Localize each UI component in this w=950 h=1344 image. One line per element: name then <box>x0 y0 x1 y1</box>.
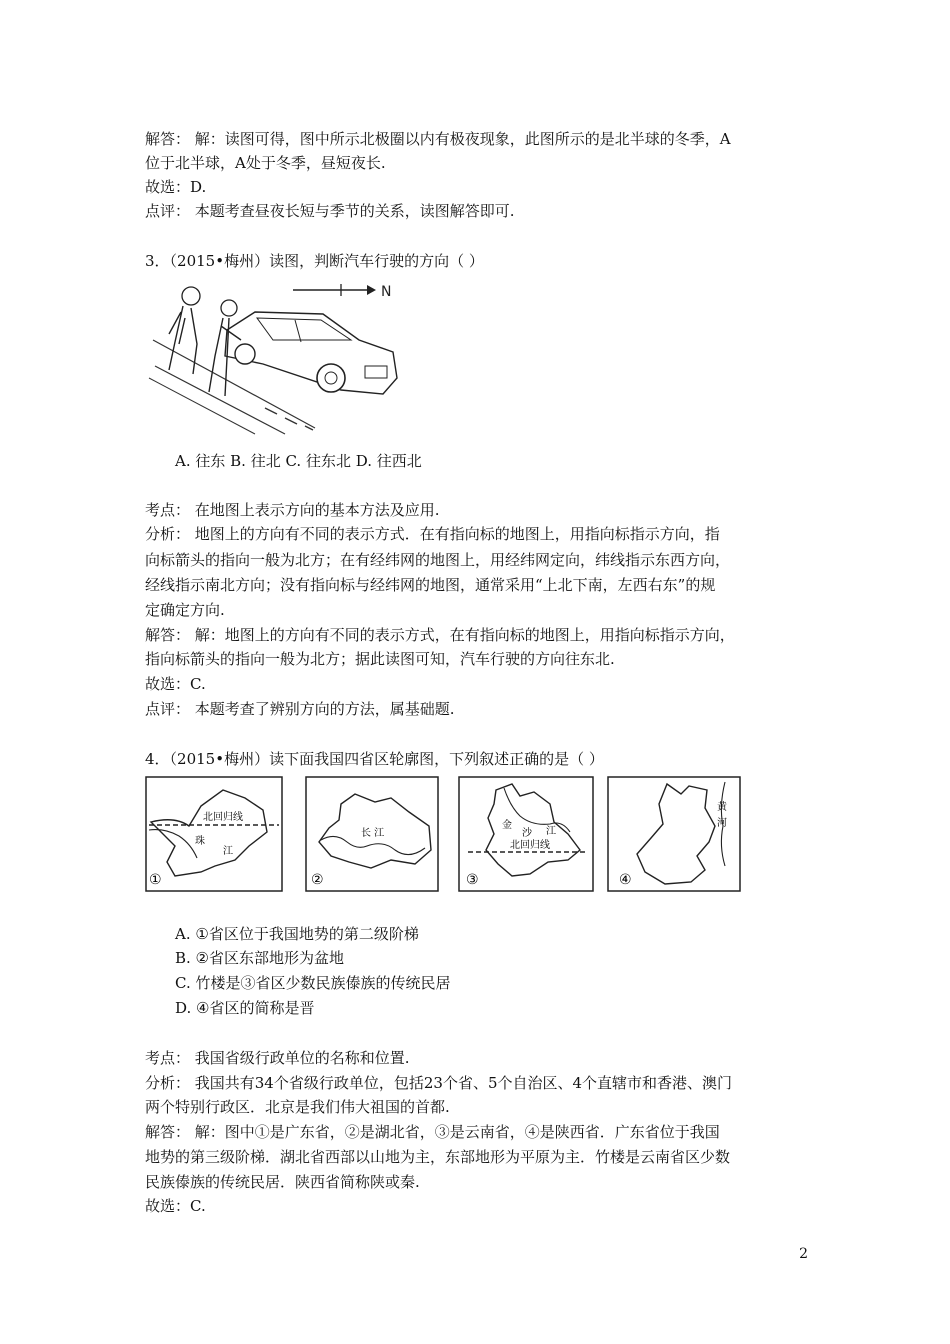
map-number: ③ <box>466 872 479 888</box>
svg-text:金: 金 <box>502 820 512 831</box>
province-map-3 <box>458 776 594 892</box>
svg-text:珠: 珠 <box>195 836 205 847</box>
province-map-1 <box>145 776 283 892</box>
q3-analysis-line4: 定确定方向. <box>145 601 225 619</box>
q2-choice: 故选：D. <box>145 178 207 196</box>
svg-text:北回归线: 北回归线 <box>203 812 243 823</box>
svg-text:黄: 黄 <box>717 802 727 813</box>
q3-comment: 点评： 本题考查了辨别方向的方法，属基础题. <box>145 700 455 718</box>
q3-analysis-line2: 向标箭头的指向一般为北方；在有经纬网的地图上，用经纬网定向，纬线指示东西方向， <box>145 551 731 569</box>
page-number: 2 <box>799 1246 808 1262</box>
q4-analysis-line2: 两个特别行政区．北京是我们伟大祖国的首都. <box>145 1098 450 1116</box>
q3-analysis-line3: 经线指示南北方向；没有指向标与经纬网的地图，通常采用“上北下南，左西右东”的规 <box>145 576 716 594</box>
q2-comment: 点评： 本题考查昼夜长短与季节的关系，读图解答即可. <box>145 202 515 220</box>
q3-answer-line2: 指向标箭头的指向一般为北方；据此读图可知，汽车行驶的方向往东北. <box>145 650 615 668</box>
svg-text:江: 江 <box>546 826 556 837</box>
svg-text:北回归线: 北回归线 <box>510 840 550 851</box>
q3-options: A. 往东 B. 往北 C. 往东北 D. 往西北 <box>175 452 422 470</box>
car-direction-figure <box>145 278 400 438</box>
q3-stem: 3．（2015•梅州）读图，判断汽车行驶的方向（ ） <box>145 252 484 270</box>
q4-knowledge-point: 考点： 我国省级行政单位的名称和位置. <box>145 1049 410 1067</box>
q4-option-b: B. ②省区东部地形为盆地 <box>175 949 345 967</box>
q4-stem: 4．（2015•梅州）读下面我国四省区轮廓图，下列叙述正确的是（ ） <box>145 750 604 768</box>
q4-answer-line3: 民族傣族的传统民居．陕西省简称陕或秦. <box>145 1173 420 1191</box>
north-arrow-label: N <box>381 284 392 300</box>
province-map-4 <box>607 776 741 892</box>
q3-analysis-line1: 分析： 地图上的方向有不同的表示方式．在有指向标的地图上，用指向标指示方向，指 <box>145 525 720 543</box>
q4-choice: 故选：C. <box>145 1197 206 1215</box>
svg-text:江: 江 <box>223 846 233 857</box>
q4-answer-line2: 地势的第三级阶梯．湖北省西部以山地为主，东部地形为平原为主．竹楼是云南省区少数 <box>145 1148 731 1166</box>
q4-option-a: A. ①省区位于我国地势的第二级阶梯 <box>175 925 419 943</box>
svg-text:长 江: 长 江 <box>361 828 385 839</box>
map-number: ① <box>149 872 162 888</box>
svg-text:沙: 沙 <box>522 828 532 839</box>
q4-analysis-line1: 分析： 我国共有34个省级行政单位，包括23个省、5个自治区、4个直辖市和香港、澳门 <box>145 1074 733 1092</box>
q4-answer-line1: 解答： 解：图中①是广东省，②是湖北省，③是云南省，④是陕西省．广东省位于我国 <box>145 1123 720 1141</box>
q3-answer-line1: 解答： 解：地图上的方向有不同的表示方式，在有指向标的地图上，用指向标指示方向， <box>145 626 735 644</box>
q4-option-d: D. ④省区的简称是晋 <box>175 999 315 1017</box>
q3-choice: 故选：C. <box>145 675 206 693</box>
map-number: ② <box>311 872 324 888</box>
car-icon <box>225 312 397 394</box>
map-number: ④ <box>619 872 632 888</box>
q2-answer-line2: 位于北半球，A处于冬季，昼短夜长. <box>145 154 386 172</box>
svg-text:河: 河 <box>717 818 727 829</box>
q3-knowledge-point: 考点： 在地图上表示方向的基本方法及应用. <box>145 501 440 519</box>
province-map-2 <box>305 776 439 892</box>
q4-option-c: C. 竹楼是③省区少数民族傣族的传统民居 <box>175 974 451 992</box>
q2-answer-line1: 解答： 解：读图可得，图中所示北极圈以内有极夜现象，此图所示的是北半球的冬季，A <box>145 130 731 148</box>
